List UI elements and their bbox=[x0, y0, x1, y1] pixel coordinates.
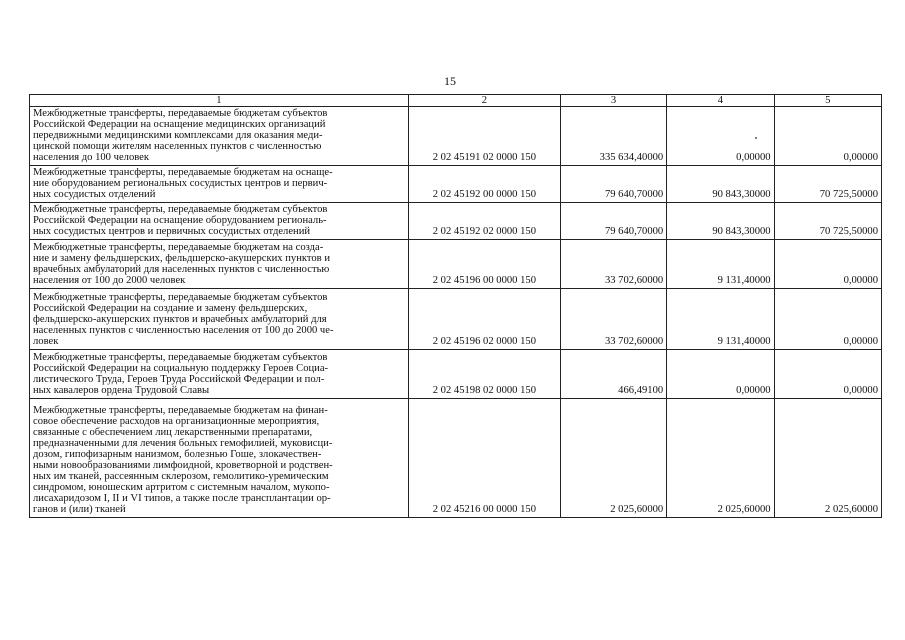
row-value-col5: 0,00000 bbox=[774, 288, 881, 349]
row-description: Межбюджетные трансферты, передаваемые бюджетам субъектов Российской Федерации на оснащение медицинских организаций передвижными медицинскими комплексами для оказания меди- цинской помощи жителям населенных пунктов с численностью населения до 100 человек bbox=[30, 107, 409, 165]
table-header-row bbox=[30, 95, 882, 107]
row-value-col3: 335 634,40000 bbox=[560, 107, 666, 165]
row-value-col4: 90 843,30000 bbox=[667, 165, 774, 202]
budget-transfers-table bbox=[29, 94, 882, 518]
row-value-col3: 466,49100 bbox=[560, 349, 666, 398]
row-value-col3: 33 702,60000 bbox=[560, 239, 666, 288]
row-description: Межбюджетные трансферты, передаваемые бюджетам субъектов Российской Федерации на оснащение оборудованием региональ- ных сосудистых центров и первичных сосудистых отделений bbox=[30, 202, 409, 239]
table-row bbox=[30, 288, 882, 349]
row-description: Межбюджетные трансферты, передаваемые бюджетам на оснаще- ние оборудованием региональных сосудистых центров и первич- ных сосудистых отделений bbox=[30, 165, 409, 202]
row-value-col5: 0,00000 bbox=[774, 107, 881, 165]
row-value-col4: 9 131,40000 bbox=[667, 288, 774, 349]
row-value-col5: 70 725,50000 bbox=[774, 202, 881, 239]
row-budget-code: 2 02 45192 02 0000 150 bbox=[408, 202, 560, 239]
row-value-col5: 0,00000 bbox=[774, 239, 881, 288]
column-header-3: 3 bbox=[560, 95, 666, 107]
table-row bbox=[30, 239, 882, 288]
row-value-col3: 33 702,60000 bbox=[560, 288, 666, 349]
row-value-col4: 0,00000 bbox=[667, 349, 774, 398]
row-description: Межбюджетные трансферты, передаваемые бюджетам на финан- совое обеспечение расходов на организационные мероприятия, связанные с обеспечением лиц лекарственными препаратами, предназначенными для лечения больных гемофилией, муковисци- дозом, гипофизарным нанизмом, болезнью Гоше, злокачествен- ными новообразованиями лимфоидной, кроветворной и родствен- ных им тканей, рассеянным склерозом, гемолитико-уремическим синдромом, юношеским артритом с системным началом, мукопо- лисахаридозом I, II и VI типов, а также после трансплантации ор- ганов и (или) тканей bbox=[30, 398, 409, 517]
row-value-col5: 70 725,50000 bbox=[774, 165, 881, 202]
table-row bbox=[30, 398, 882, 517]
row-value-col5: 2 025,60000 bbox=[774, 398, 881, 517]
row-budget-code: 2 02 45198 02 0000 150 bbox=[408, 349, 560, 398]
row-value-col3: 79 640,70000 bbox=[560, 165, 666, 202]
column-header-4: 4 bbox=[667, 95, 774, 107]
table-row bbox=[30, 107, 882, 165]
page-number: 15 bbox=[444, 74, 456, 88]
column-header-1: 1 bbox=[30, 95, 409, 107]
row-value-col3: 79 640,70000 bbox=[560, 202, 666, 239]
table-row bbox=[30, 202, 882, 239]
row-budget-code: 2 02 45192 00 0000 150 bbox=[408, 165, 560, 202]
row-value-col4: 90 843,30000 bbox=[667, 202, 774, 239]
row-value-col4: 2 025,60000 bbox=[667, 398, 774, 517]
table-row bbox=[30, 349, 882, 398]
row-description: Межбюджетные трансферты, передаваемые бюджетам субъектов Российской Федерации на создание и замену фельдшерских, фельдшерско-акушерских пунктов и врачебных амбулаторий для населенных пунктов с численностью населения от 100 до 2000 че- ловек bbox=[30, 288, 409, 349]
column-header-2: 2 bbox=[408, 95, 560, 107]
row-budget-code: 2 02 45196 00 0000 150 bbox=[408, 239, 560, 288]
row-budget-code: 2 02 45191 02 0000 150 bbox=[408, 107, 560, 165]
row-budget-code: 2 02 45216 00 0000 150 bbox=[408, 398, 560, 517]
row-value-col3: 2 025,60000 bbox=[560, 398, 666, 517]
row-description: Межбюджетные трансферты, передаваемые бюджетам на созда- ние и замену фельдшерских, фельдшерско-акушерских пунктов и врачебных амбулаторий для населенных пунктов с численностью населения от 100 до 2000 человек bbox=[30, 239, 409, 288]
row-value-col4: 0,00000 bbox=[667, 107, 774, 165]
scan-dot-mark bbox=[755, 137, 757, 139]
row-budget-code: 2 02 45196 02 0000 150 bbox=[408, 288, 560, 349]
table-row bbox=[30, 165, 882, 202]
row-value-col5: 0,00000 bbox=[774, 349, 881, 398]
column-header-5: 5 bbox=[774, 95, 881, 107]
row-description: Межбюджетные трансферты, передаваемые бюджетам субъектов Российской Федерации на социальную поддержку Героев Социа- листического Труда, Героев Труда Российской Федерации и пол- ных кавалеров ордена Трудовой Славы bbox=[30, 349, 409, 398]
row-value-col4: 9 131,40000 bbox=[667, 239, 774, 288]
